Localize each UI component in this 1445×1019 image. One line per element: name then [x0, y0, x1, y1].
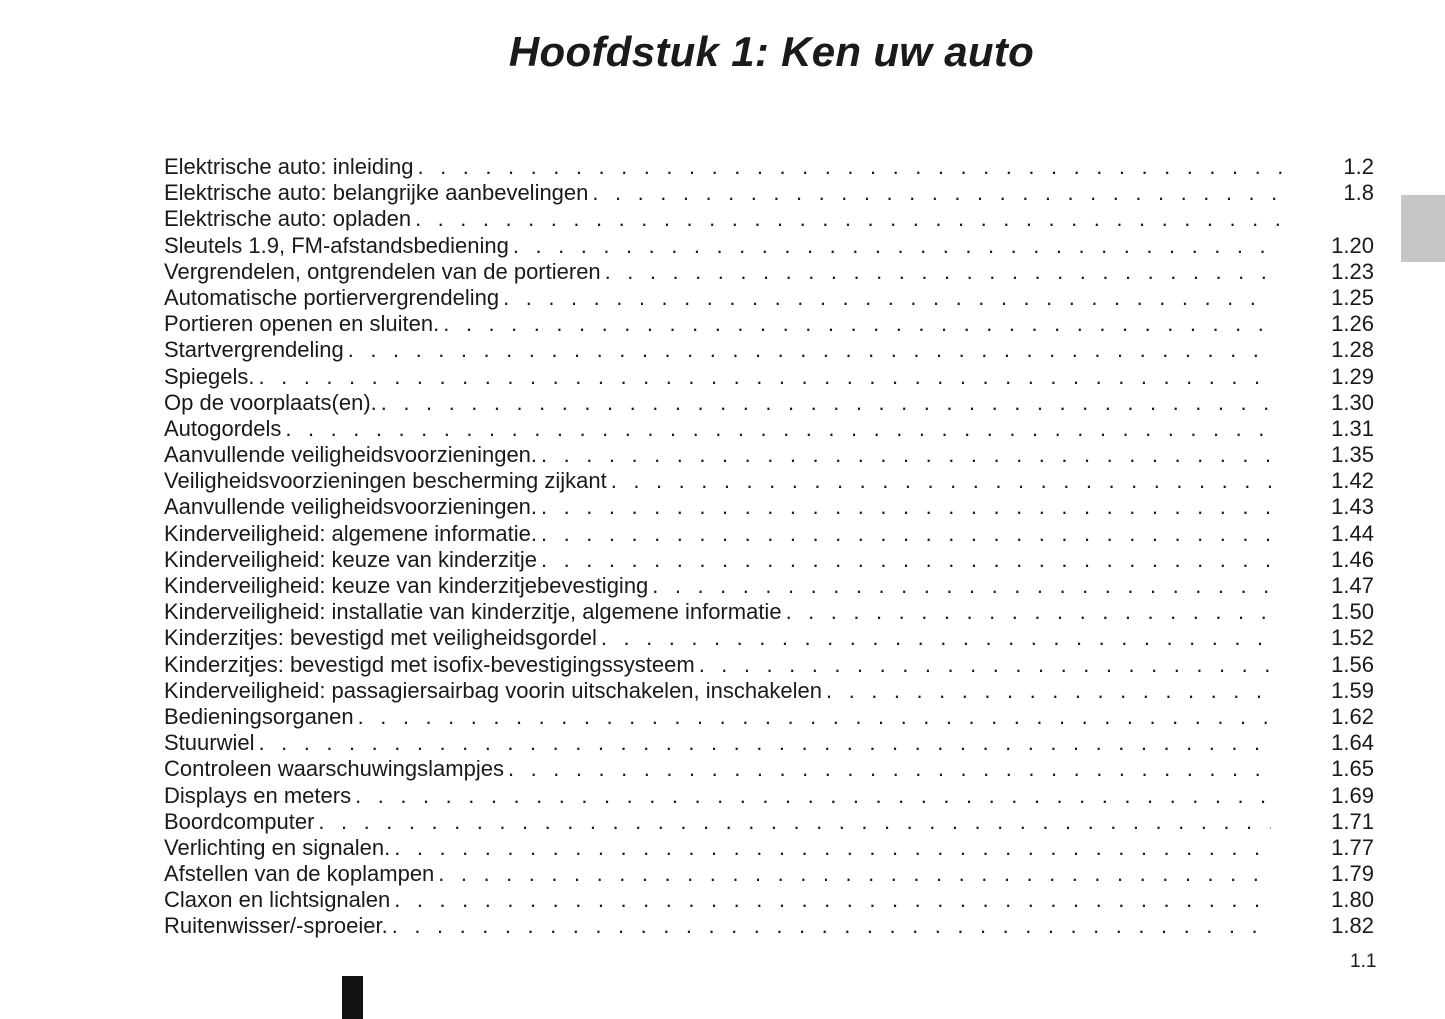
toc-entry[interactable] — [164, 887, 1374, 913]
dot-leader — [513, 233, 1271, 259]
dot-leader — [503, 285, 1271, 311]
toc-entry[interactable] — [164, 337, 1374, 363]
toc-entry-label: Boordcomputer — [164, 808, 315, 834]
dot-leader — [652, 573, 1271, 599]
toc-entry-page: 1.20 — [1331, 232, 1374, 258]
toc-entry[interactable] — [164, 494, 1374, 520]
dot-leader — [541, 521, 1271, 547]
toc-entry[interactable] — [164, 364, 1374, 390]
toc-entry-label: Kinderveiligheid: keuze van kinderzitje — [164, 546, 537, 572]
toc-entry-label: Sleutels 1.9, FM-afstandsbediening — [164, 232, 509, 258]
toc-entry-page: 1.47 — [1331, 573, 1374, 598]
dot-leader — [541, 547, 1271, 573]
dot-leader — [417, 154, 1283, 180]
dot-leader — [355, 783, 1271, 809]
dot-leader — [381, 390, 1271, 416]
dot-leader — [348, 337, 1271, 363]
toc-entry[interactable] — [164, 259, 1374, 285]
dot-leader — [541, 494, 1271, 520]
toc-entry[interactable] — [164, 783, 1374, 809]
toc-entry-page: 1.62 — [1331, 703, 1374, 729]
dot-leader — [394, 887, 1271, 913]
toc-entry[interactable] — [164, 625, 1374, 651]
toc-entry[interactable] — [164, 678, 1374, 704]
toc-entry-label: Spiegels. — [164, 363, 255, 389]
toc-entry[interactable] — [164, 390, 1374, 416]
toc-entry-page: 1.42 — [1331, 468, 1374, 494]
dot-leader — [699, 652, 1271, 678]
toc-entry-label: Verlichting en signalen. — [164, 834, 391, 860]
table-of-contents — [164, 154, 1374, 940]
toc-entry-page: 1.30 — [1331, 389, 1374, 415]
toc-entry-page: 1.64 — [1331, 730, 1374, 756]
dot-leader — [611, 468, 1271, 494]
toc-entry[interactable] — [164, 547, 1374, 573]
toc-entry[interactable] — [164, 652, 1374, 678]
toc-entry[interactable] — [164, 233, 1374, 259]
dot-leader — [786, 599, 1272, 625]
toc-entry[interactable] — [164, 730, 1374, 756]
toc-entry-page: 1.2 — [1343, 154, 1374, 179]
toc-entry-page: 1.8 — [1343, 180, 1374, 206]
toc-entry-label: Claxon en lichtsignalen — [164, 887, 391, 913]
toc-entry[interactable] — [164, 521, 1374, 547]
dot-leader — [508, 756, 1271, 782]
toc-entry-label: Aanvullende veiligheidsvoorzieningen. — [164, 494, 538, 520]
toc-entry-label: Stuurwiel — [164, 730, 255, 756]
chapter-title: Hoofdstuk 1: Ken uw auto — [508, 28, 1035, 75]
toc-entry-label: Kinderzitjes: bevestigd met isofix-bevestigingssysteem — [164, 651, 695, 677]
dot-leader — [826, 678, 1271, 704]
toc-entry-label: Automatische portiervergrendeling — [164, 284, 500, 310]
toc-entry-page: 1.23 — [1331, 258, 1374, 284]
toc-entry-label: Vergrendelen, ontgrendelen van de portieren — [164, 258, 601, 284]
toc-entry-label: Aanvullende veiligheidsvoorzieningen. — [164, 442, 538, 468]
dot-leader — [443, 311, 1271, 337]
toc-entry-page: 1.69 — [1331, 782, 1374, 808]
toc-entry[interactable] — [164, 913, 1374, 939]
toc-entry-label: Controleen waarschuwingslampjes — [164, 756, 504, 782]
toc-entry-page: 1.50 — [1331, 599, 1374, 625]
dot-leader — [438, 861, 1271, 887]
toc-entry-page: 1.71 — [1331, 808, 1374, 834]
toc-entry-label: Elektrische auto: inleiding — [164, 154, 414, 179]
toc-entry-label: Displays en meters — [164, 782, 352, 808]
toc-entry-label: Kinderveiligheid: installatie van kinderzitje, algemene informatie — [164, 599, 782, 625]
page-number: 1.1 — [1350, 951, 1377, 972]
toc-entry-page: 1.56 — [1331, 651, 1374, 677]
toc-entry-page: 1.29 — [1331, 363, 1374, 389]
dot-leader — [541, 442, 1271, 468]
toc-entry-label: Startvergrendeling — [164, 337, 344, 363]
dot-leader — [592, 180, 1283, 206]
toc-entry[interactable] — [164, 599, 1374, 625]
toc-entry-page: 1.82 — [1331, 913, 1374, 939]
toc-entry-page: 1.52 — [1331, 625, 1374, 651]
toc-entry-label: Portieren openen en sluiten. — [164, 311, 440, 337]
toc-entry[interactable] — [164, 416, 1374, 442]
toc-entry-label: Ruitenwisser/-sproeier. — [164, 913, 388, 939]
toc-entry[interactable] — [164, 206, 1374, 232]
dot-leader — [259, 364, 1272, 390]
edge-marker — [342, 976, 363, 1019]
toc-entry-label: Op de voorplaats(en). — [164, 389, 377, 415]
toc-entry-label: Elektrische auto: opladen — [164, 206, 412, 232]
toc-entry[interactable] — [164, 442, 1374, 468]
toc-entry[interactable] — [164, 835, 1374, 861]
toc-entry[interactable] — [164, 468, 1374, 494]
toc-entry-page: 1.44 — [1331, 520, 1374, 546]
toc-entry-page: 1.35 — [1331, 442, 1374, 468]
toc-entry-page: 1.25 — [1331, 284, 1374, 310]
toc-entry-page: 1.31 — [1331, 415, 1374, 441]
chapter-side-tab — [1401, 195, 1445, 262]
dot-leader — [358, 704, 1272, 730]
toc-entry-label: Afstellen van de koplampen — [164, 861, 435, 887]
toc-entry[interactable] — [164, 285, 1374, 311]
dot-leader — [285, 416, 1271, 442]
dot-leader — [415, 206, 1294, 232]
toc-entry-page: 1.77 — [1331, 834, 1374, 860]
toc-entry[interactable] — [164, 861, 1374, 887]
dot-leader — [394, 835, 1271, 861]
toc-entry-label: Bedieningsorganen — [164, 703, 354, 729]
toc-entry-label: Kinderveiligheid: algemene informatie. — [164, 520, 537, 546]
toc-entry[interactable] — [164, 154, 1374, 180]
toc-entry-page: 1.26 — [1331, 311, 1374, 337]
toc-entry[interactable] — [164, 809, 1374, 835]
toc-entry[interactable] — [164, 704, 1374, 730]
dot-leader — [258, 730, 1271, 756]
dot-leader — [601, 625, 1271, 651]
toc-entry-label: Veiligheidsvoorzieningen bescherming zijkant — [164, 468, 607, 494]
toc-entry[interactable] — [164, 573, 1374, 599]
toc-entry-label: Kinderveiligheid: keuze van kinderzitjebevestiging — [164, 573, 649, 598]
toc-entry-page: 1.80 — [1331, 887, 1374, 913]
toc-entry-label: Kinderveiligheid: passagiersairbag voorin uitschakelen, inschakelen — [164, 677, 822, 703]
toc-entry-page: 1.65 — [1331, 756, 1374, 782]
toc-entry-label: Elektrische auto: belangrijke aanbevelingen — [164, 180, 589, 206]
dot-leader — [605, 259, 1272, 285]
toc-entry-page: 1.28 — [1331, 337, 1374, 363]
toc-entry[interactable] — [164, 756, 1374, 782]
toc-entry-label: Autogordels — [164, 415, 282, 441]
toc-entry[interactable] — [164, 180, 1374, 206]
toc-entry-label: Kinderzitjes: bevestigd met veiligheidsgordel — [164, 625, 597, 651]
toc-entry-page: 1.46 — [1331, 546, 1374, 572]
toc-entry[interactable] — [164, 311, 1374, 337]
toc-entry-page: 1.79 — [1331, 861, 1374, 887]
dot-leader — [392, 913, 1271, 939]
dot-leader — [318, 809, 1271, 835]
toc-entry-page: 1.59 — [1331, 677, 1374, 703]
toc-entry-page: 1.43 — [1331, 494, 1374, 520]
